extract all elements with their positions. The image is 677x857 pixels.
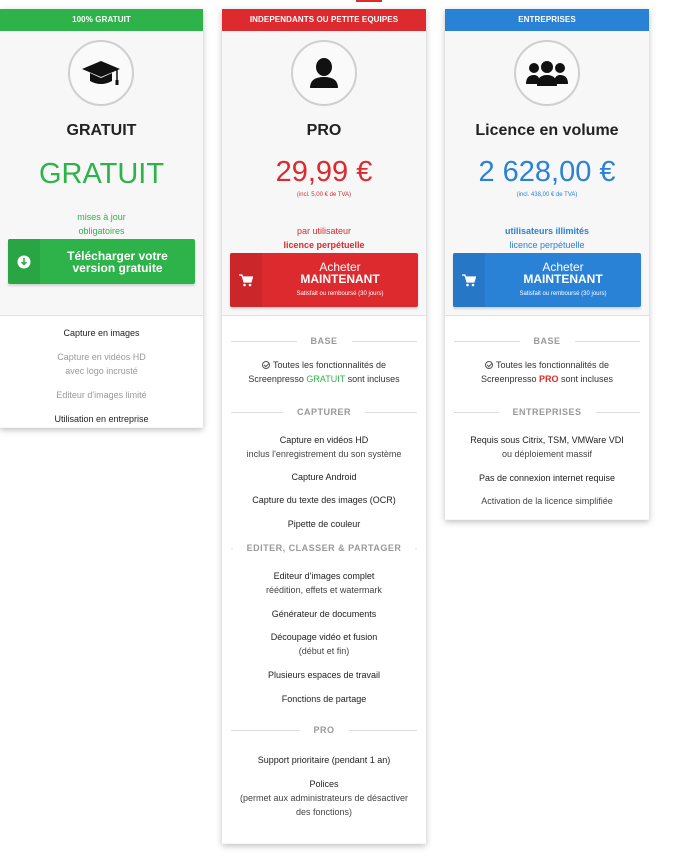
section-header-base: BASE: [231, 334, 417, 348]
section-header-entreprises: ENTREPRISES: [454, 405, 640, 419]
feature-item-sub: ou déploiement massif: [501, 449, 593, 459]
plan-sub2-free: obligatoires: [78, 226, 125, 236]
feature-item: Activation de la licence simplifiée: [481, 496, 613, 506]
button-label-line3: Satisfait ou remboursé (30 jours): [519, 290, 607, 297]
feature-item-sub: (début et fin): [298, 646, 350, 656]
feature-item-disabled: Editeur d'images limité: [56, 390, 147, 400]
plan-ribbon-free: 100% GRATUIT: [0, 9, 203, 31]
feature-item: Capture en images: [63, 328, 140, 338]
plan-header-enterprise: [445, 9, 649, 316]
button-label-line2: MAINTENANT: [300, 271, 380, 286]
buy-pro-button[interactable]: [230, 253, 418, 307]
plan-card-free: [0, 9, 203, 428]
download-free-button[interactable]: [8, 239, 195, 284]
feature-base-included: Toutes les fonctionnalités de Screenpresso GRATUIT sont incluses: [248, 360, 400, 384]
feature-item-sub: (permet aux administrateurs de désactiver: [239, 793, 409, 803]
section-header-pro: PRO: [231, 723, 417, 737]
feature-item: Capture Android: [291, 472, 357, 482]
feature-item: Pas de connexion internet requise: [478, 473, 616, 483]
graduation-cap-icon: [68, 40, 134, 106]
feature-base-included: Toutes les fonctionnalités de Screenpresso PRO sont incluses: [480, 360, 614, 384]
plan-features-enterprise: [445, 316, 649, 519]
feature-item-disabled: Capture en vidéos HD: [57, 352, 146, 362]
plan-price-note-enterprise: (incl. 438,00 € de TVA): [516, 192, 578, 198]
button-label-line1: Télécharger votre: [67, 248, 168, 263]
feature-item-sub: réédition, effets et watermark: [266, 585, 382, 595]
plan-price-note-pro: (incl. 5,00 € de TVA): [296, 192, 352, 198]
plan-name-free: GRATUIT: [66, 122, 137, 139]
feature-item: Requis sous Citrix, TSM, VMWare VDI: [470, 435, 624, 445]
plan-header-pro: [222, 9, 426, 316]
check-circle-icon: [262, 361, 270, 369]
button-label-line1: Acheter: [319, 259, 361, 274]
plan-sub2-enterprise: licence perpétuelle: [509, 240, 585, 250]
feature-item: Capture en vidéos HD: [279, 435, 369, 445]
plan-name-pro: PRO: [306, 122, 342, 139]
plan-features-free: [0, 316, 203, 427]
plan-ribbon-pro: INDEPENDANTS OU PETITE EQUIPES: [222, 9, 426, 31]
feature-item-disabled-sub: avec logo incrusté: [65, 366, 138, 376]
feature-item: Générateur de documents: [271, 609, 377, 619]
feature-item: Editeur d'images complet: [273, 571, 375, 581]
plan-ribbon-enterprise: ENTREPRISES: [445, 9, 649, 31]
section-header-capturer: CAPTURER: [231, 405, 417, 419]
cart-icon: [230, 253, 262, 307]
plan-features-pro: [222, 316, 426, 843]
button-label-line2: version gratuite: [72, 260, 163, 275]
button-label-line2: MAINTENANT: [523, 271, 603, 286]
feature-item: Capture du texte des images (OCR): [252, 495, 396, 505]
plan-card-enterprise: [445, 9, 649, 520]
active-indicator: [356, 0, 382, 2]
feature-item: Pipette de couleur: [287, 519, 361, 529]
feature-item: Fonctions de partage: [281, 694, 367, 704]
plan-price-free: GRATUIT: [38, 158, 165, 190]
users-group-icon: [514, 40, 580, 106]
feature-item: Découpage vidéo et fusion: [270, 632, 378, 642]
plan-sub1-pro: par utilisateur: [296, 226, 352, 236]
user-icon: [291, 40, 357, 106]
section-header-base: BASE: [454, 334, 640, 348]
feature-item: Polices: [309, 779, 339, 789]
plan-name-enterprise: Licence en volume: [475, 122, 619, 139]
button-label-line1: Acheter: [542, 259, 584, 274]
section-header-editer: EDITER, CLASSER & PARTAGER: [231, 541, 417, 555]
cart-icon: [453, 253, 485, 307]
check-circle-icon: [485, 361, 493, 369]
plan-header-free: [0, 9, 203, 316]
feature-item: Utilisation en entreprise: [54, 414, 149, 424]
feature-item-sub: inclus l'enregistrement du son système: [246, 449, 402, 459]
plan-price-enterprise: 2 628,00 €: [478, 156, 616, 188]
feature-item: Plusieurs espaces de travail: [267, 670, 381, 680]
feature-item-sub: des fonctions): [295, 807, 353, 817]
plan-sub2-pro: licence perpétuelle: [283, 240, 365, 250]
plan-price-pro: 29,99 €: [275, 156, 373, 188]
plan-sub1-enterprise: utilisateurs illimités: [504, 226, 590, 236]
plan-card-pro: [222, 9, 426, 844]
feature-item: Support prioritaire (pendant 1 an): [257, 755, 391, 765]
download-icon: [8, 239, 40, 284]
button-label-line3: Satisfait ou remboursé (30 jours): [296, 290, 384, 297]
plan-sub1-free: mises à jour: [77, 212, 126, 222]
buy-enterprise-button[interactable]: [453, 253, 641, 307]
